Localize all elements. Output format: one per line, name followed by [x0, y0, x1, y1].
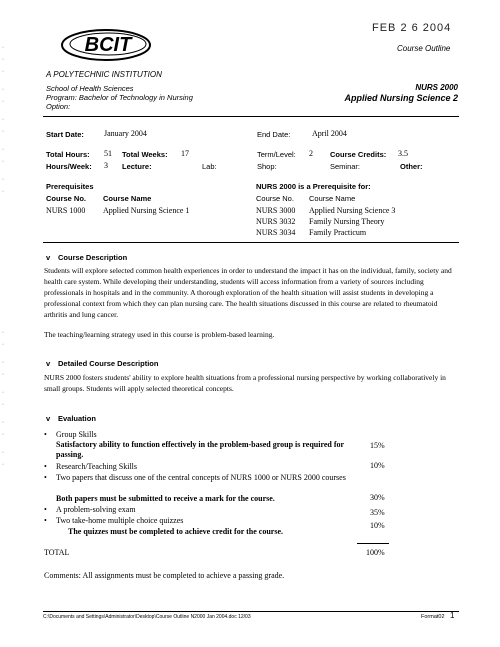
option-label: Option:	[46, 102, 71, 111]
bcit-logo	[58, 24, 158, 66]
received-stamp: FEB 2 6 2004	[372, 22, 452, 34]
prereq-col-name: Course Name	[103, 194, 152, 203]
evaluation-item-pct: 10%	[370, 521, 385, 530]
evaluation-item-pct: 15%	[370, 441, 385, 450]
margin-marks: · · · · · · · · · ·	[2, 330, 4, 468]
lecture-label: Lecture:	[122, 162, 152, 171]
logo-text: BCIT	[84, 34, 132, 56]
course-description-heading: Course Description	[58, 253, 128, 262]
prereq-for-course-no: NURS 3000	[256, 206, 296, 215]
course-code: NURS 2000	[415, 83, 458, 92]
prereq-course-name: Applied Nursing Science 1	[103, 206, 190, 215]
margin-marks: · · · · · · · · · · ·	[2, 45, 4, 195]
start-date: January 2004	[104, 129, 147, 138]
evaluation-item-pct: 10%	[370, 461, 385, 470]
bullet: •	[44, 430, 47, 439]
bullet: •	[44, 505, 47, 514]
term-label: Term/Level:	[257, 150, 296, 159]
school-name: School of Health Sciences	[46, 84, 134, 93]
footer-path: C:\Documents and Settings\Administrator\Desktop\Course Outline N2000 Jan 2004.doc 12/03	[43, 614, 251, 620]
divider	[43, 116, 459, 117]
total-weeks-label: Total Weeks:	[122, 150, 168, 159]
course-description-text: Students will explore selected common health experiences in order to understand the impact it has on the individual, family, society and health care system. While developing their understanding, students will access information from a variety of sources including professionals in hospitals and in the community. A thorough exploration of the health situation will assist students in developing a professional context from which they can plan nursing care. The health situations discussed in this course are related to rheumatoid arthritis and lung cancer.	[44, 266, 452, 319]
seminar-label: Seminar:	[330, 162, 361, 171]
prerequisite-for-title: NURS 2000 is a Prerequisite for:	[256, 182, 371, 191]
prereq-for-col-name: Course Name	[309, 194, 356, 203]
course-title: Applied Nursing Science 2	[344, 93, 458, 103]
divider	[43, 242, 459, 243]
detailed-description-text: NURS 2000 fosters students' ability to explore health situations from a professional nursing perspective by working collaboratively in small groups. Students will apply selected theoretical concepts.	[44, 373, 446, 393]
prerequisites-title: Prerequisites	[46, 182, 94, 191]
prereq-for-course-no: NURS 3034	[256, 228, 296, 237]
total-label: TOTAL	[44, 548, 70, 557]
evaluation-item-note: The quizzes must be completed to achieve credit for the course.	[68, 527, 283, 536]
prereq-for-course-name: Family Practicum	[309, 228, 367, 237]
shop-label: Shop:	[257, 162, 277, 171]
evaluation-item-label: Two papers that discuss one of the central concepts of NURS 1000 or NURS 2000 courses	[56, 473, 346, 482]
prereq-course-no: NURS 1000	[46, 206, 86, 215]
evaluation-item-pct: 30%	[370, 493, 385, 502]
evaluation-item-label: A problem-solving exam	[56, 505, 136, 514]
prereq-for-course-no: NURS 3032	[256, 217, 296, 226]
hours-week: 3	[104, 161, 108, 170]
end-date: April 2004	[312, 129, 347, 138]
prereq-for-course-name: Family Nursing Theory	[309, 217, 385, 226]
prereq-col-no: Course No.	[46, 194, 87, 203]
polytechnic-tagline: A POLYTECHNIC INSTITUTION	[46, 70, 162, 79]
section-marker: v	[46, 253, 51, 262]
other-label: Other:	[400, 162, 423, 171]
footer-form: Format02	[421, 614, 445, 620]
course-outline-label: Course Outline	[397, 44, 451, 53]
page-number: 1	[450, 611, 455, 620]
total-weeks: 17	[181, 149, 189, 158]
start-date-label: Start Date:	[46, 130, 84, 139]
program-name: Program: Bachelor of Technology in Nursing	[46, 93, 193, 102]
term: 2	[309, 149, 313, 158]
evaluation-item-note: Both papers must be submitted to receive a mark for the course.	[56, 494, 275, 503]
section-marker: v	[46, 359, 51, 368]
detailed-description-heading: Detailed Course Description	[58, 359, 159, 368]
evaluation-item-note: Satisfactory ability to function effectively in the problem-based group is required for passing.	[56, 440, 344, 459]
footer-divider	[43, 611, 459, 612]
evaluation-item-label: Group Skills	[56, 430, 97, 439]
bullet: •	[44, 516, 47, 525]
evaluation-item-label: Two take-home multiple choice quizzes	[56, 516, 184, 525]
comments-text: Comments: All assignments must be completed to achieve a passing grade.	[44, 571, 285, 580]
prereq-for-col-no: Course No.	[256, 194, 294, 203]
credits: 3.5	[398, 149, 408, 158]
total-pct: 100%	[366, 548, 385, 557]
credits-label: Course Credits:	[330, 150, 387, 159]
total-hours-label: Total Hours:	[46, 150, 90, 159]
total-hours: 51	[104, 149, 112, 158]
section-marker: v	[46, 414, 51, 423]
bullet: •	[44, 473, 47, 482]
teaching-strategy-text: The teaching/learning strategy used in this course is problem-based learning.	[44, 330, 275, 339]
end-date-label: End Date:	[257, 130, 291, 139]
hours-week-label: Hours/Week:	[46, 162, 92, 171]
prereq-for-course-name: Applied Nursing Science 3	[309, 206, 396, 215]
bullet: •	[44, 462, 47, 471]
evaluation-item-label: Research/Teaching Skills	[56, 462, 137, 471]
lab-label: Lab:	[202, 162, 217, 171]
total-rule	[357, 543, 389, 544]
evaluation-heading: Evaluation	[58, 414, 96, 423]
evaluation-item-pct: 35%	[370, 508, 385, 517]
